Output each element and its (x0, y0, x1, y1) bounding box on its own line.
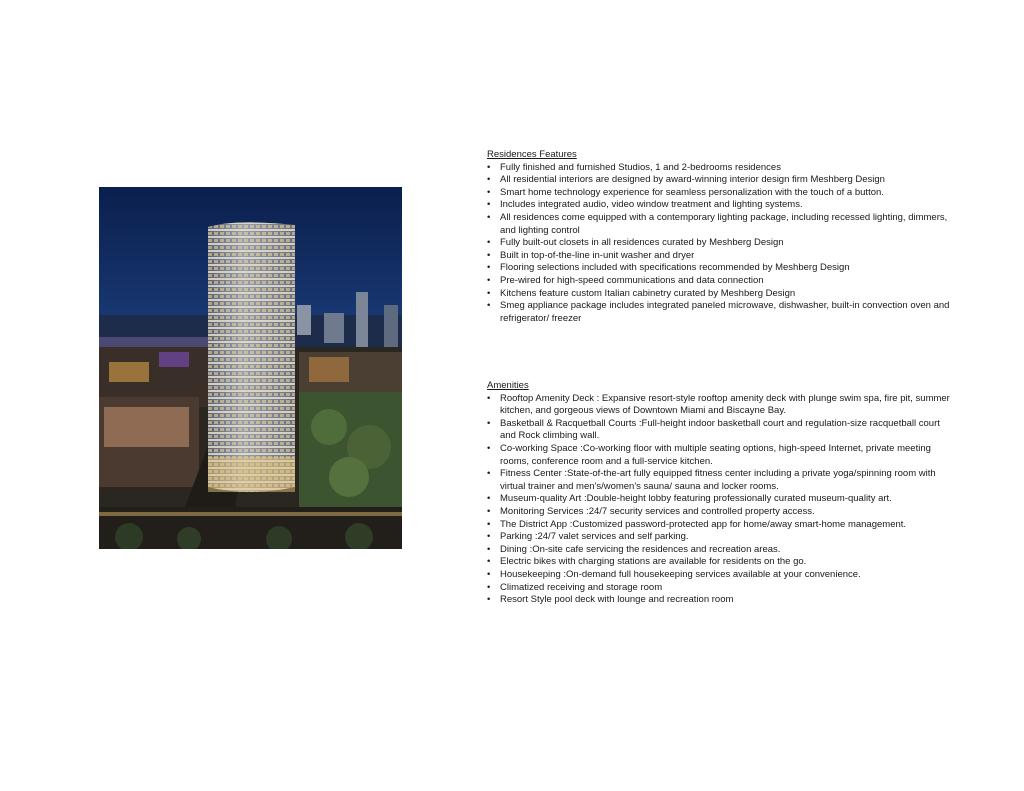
residences-features-list (487, 162, 957, 326)
list-item: • Dining :On-site cafe servicing the residences and recreation areas. (487, 544, 957, 557)
list-item: • Smart home technology experience for seamless personalization with the touch of a button. (487, 187, 957, 200)
list-item: • Monitoring Services :24/7 security services and controlled property access. (487, 506, 957, 519)
list-item: • Fully finished and furnished Studios, 1 and 2-bedrooms residences (487, 162, 957, 175)
list-item: • Built in top-of-the-line in-unit washer and dryer (487, 250, 957, 263)
list-item: • Electric bikes with charging stations are available for residents on the go. (487, 556, 957, 569)
tower-rendering-image (99, 187, 402, 549)
list-item: • All residential interiors are designed by award-winning interior design firm Meshberg Design (487, 174, 957, 187)
list-item: • Smeg appliance package includes integrated paneled microwave, dishwasher, built-in convection oven and refrigerator/ freezer (487, 300, 957, 325)
list-item: • Flooring selections included with specifications recommended by Meshberg Design (487, 262, 957, 275)
list-item: • Rooftop Amenity Deck : Expansive resort-style rooftop amenity deck with plunge swim spa, fire pit, summer kitchen, and gorgeous views of Downtown Miami and Biscayne Bay. (487, 393, 957, 418)
list-item: • Resort Style pool deck with lounge and recreation room (487, 594, 957, 607)
list-item: • Kitchens feature custom Italian cabinetry curated by Meshberg Design (487, 288, 957, 301)
list-item: • Fitness Center :State-of-the-art fully equipped fitness center including a private yoga/spinning room with virtual trainer and men's/women's sauna/ sauna and locker rooms. (487, 468, 957, 493)
list-item: • Climatized receiving and storage room (487, 582, 957, 595)
amenities-heading: Amenities (487, 380, 529, 391)
list-item: • Pre-wired for high-speed communications and data connection (487, 275, 957, 288)
amenities-list (487, 393, 957, 607)
list-item: • All residences come equipped with a contemporary lighting package, including recessed lighting, dimmers, and lighting control (487, 212, 957, 237)
amenities-section (487, 380, 957, 607)
list-item: • Housekeeping :On-demand full housekeeping services available at your convenience. (487, 569, 957, 582)
list-item: • Includes integrated audio, video window treatment and lighting systems. (487, 199, 957, 212)
list-item: • Museum-quality Art :Double-height lobby featuring professionally curated museum-quality art. (487, 493, 957, 506)
residences-features-section (487, 149, 957, 325)
list-item: • Parking :24/7 valet services and self parking. (487, 531, 957, 544)
list-item: • Basketball & Racquetball Courts :Full-height indoor basketball court and regulation-size racquetball court and Rock climbing wall. (487, 418, 957, 443)
list-item: • Co-working Space :Co-working floor with multiple seating options, high-speed Internet, private meeting rooms, conference room and a full-service kitchen. (487, 443, 957, 468)
list-item: • Fully built-out closets in all residences curated by Meshberg Design (487, 237, 957, 250)
list-item: • The District App :Customized password-protected app for home/away smart-home management. (487, 519, 957, 532)
residences-features-heading: Residences Features (487, 149, 577, 160)
